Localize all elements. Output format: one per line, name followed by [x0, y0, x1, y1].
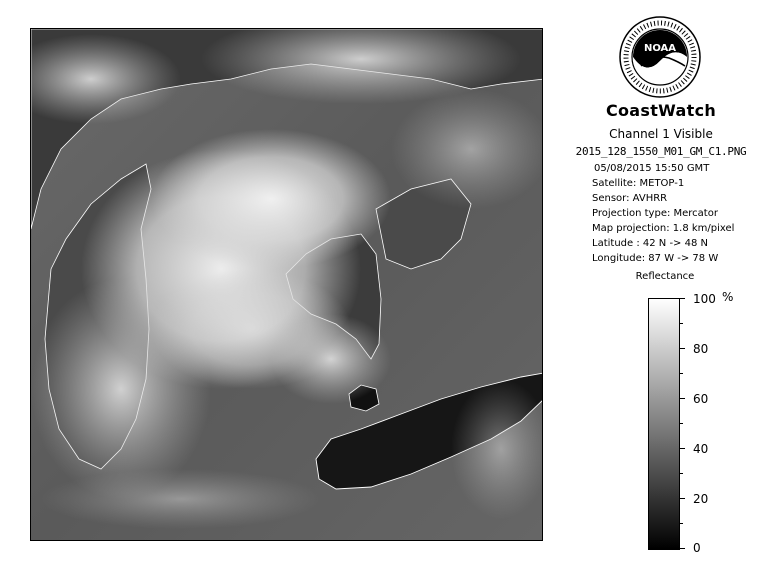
metadata-longitude: Longitude: 87 W -> 78 W	[592, 253, 719, 264]
colorbar-tick	[680, 398, 685, 399]
colorbar-minor-tick	[680, 423, 683, 424]
colorbar-tick-label-80: 80	[693, 342, 709, 356]
metadata-map-projection: Map projection: 1.8 km/pixel	[592, 223, 735, 234]
metadata-list	[592, 161, 782, 266]
metadata-latitude: Latitude : 42 N -> 48 N	[592, 238, 708, 249]
product-name: Channel 1 Visible	[609, 127, 713, 141]
colorbar-tick-label-40: 40	[693, 442, 709, 456]
colorbar-tick-label-100: 100	[693, 292, 716, 306]
colorbar-tick	[680, 498, 685, 499]
colorbar-title: Reflectance	[635, 271, 695, 282]
colorbar-tick	[680, 448, 685, 449]
colorbar-tick	[680, 298, 685, 299]
logo-text: NOAA	[643, 43, 677, 54]
colorbar-minor-tick	[680, 373, 683, 374]
colorbar-tick	[680, 548, 685, 549]
colorbar-minor-tick	[680, 323, 683, 324]
colorbar-tick-label-60: 60	[693, 392, 709, 406]
great-lakes-map	[31, 29, 543, 541]
noaa-logo	[619, 16, 701, 98]
colorbar-tick	[680, 348, 685, 349]
colorbar-unit: %	[722, 290, 734, 304]
colorbar-minor-tick	[680, 523, 683, 524]
colorbar-tick-label-20: 20	[693, 492, 709, 506]
metadata-datetime: 05/08/2015 15:50 GMT	[594, 163, 710, 174]
metadata-sensor: Sensor: AVHRR	[592, 193, 668, 204]
brand-name: CoastWatch	[605, 101, 717, 120]
file-name: 2015_128_1550_M01_GM_C1.PNG	[575, 145, 747, 158]
reflectance-colorbar	[648, 298, 680, 550]
colorbar-tick-label-0: 0	[693, 541, 701, 555]
satellite-image	[30, 28, 543, 541]
colorbar-minor-tick	[680, 473, 683, 474]
metadata-satellite: Satellite: METOP-1	[592, 178, 685, 189]
metadata-projection-type: Projection type: Mercator	[592, 208, 718, 219]
